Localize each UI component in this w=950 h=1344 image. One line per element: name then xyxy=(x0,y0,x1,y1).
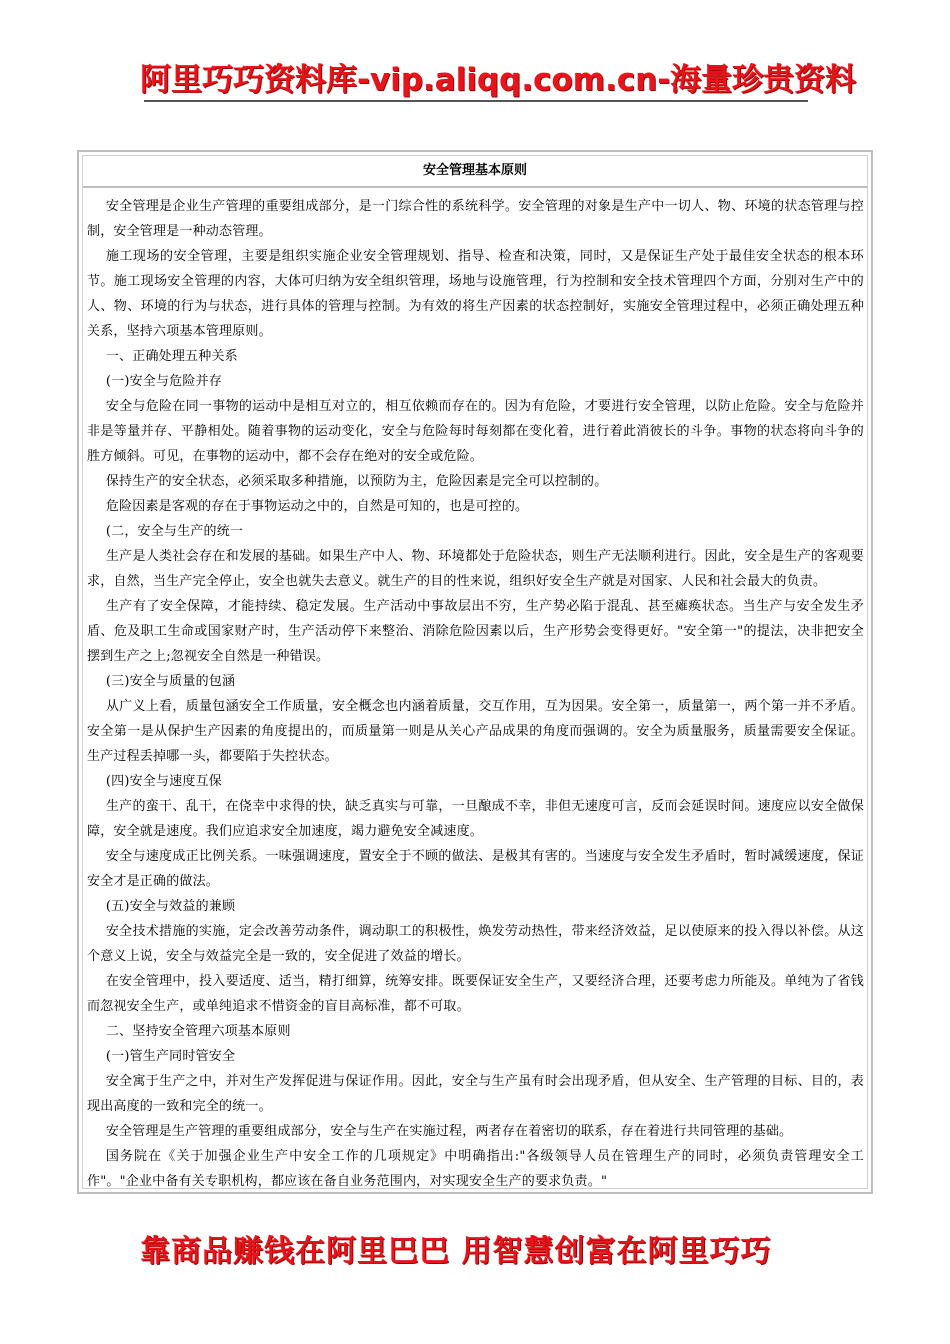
subsection-heading: (五)安全与效益的兼顾 xyxy=(105,899,236,914)
paragraph: 危险因素是客观的存在于事物运动之中的，自然是可知的，也是可控的。 xyxy=(105,499,529,514)
subsection-heading: (四)安全与速度互保 xyxy=(105,774,222,789)
paragraph: 从广义上看，质量包涵安全工作质量，安全概念也内涵着质量，交互作用，互为因果。安全第一，质量第一，两个第一并不矛盾。安全第一是从保护生产因素的角度提出的，而质量第一则是从关心产品成果的角度而强调的。安全为质量服务，质量需要安全保证。生产过程丢掉哪一头，都要陷于失控状态。 xyxy=(87,699,864,764)
header-underline xyxy=(144,100,808,102)
paragraph: 生产有了安全保障，才能持续、稳定发展。生产活动中事故层出不穷，生产势必陷于混乱、甚至瘫痪状态。当生产与安全发生矛盾、危及职工生命或国家财产时，生产活动停下来整治、消除危险因素以后，生产形势会变得更好。"安全第一"的提法，决非把安全摆到生产之上;忽视安全自然是一种错误。 xyxy=(87,599,864,664)
document-frame xyxy=(77,150,873,1194)
subsection-heading: (三)安全与质量的包涵 xyxy=(105,674,236,689)
subsection-heading: (二，安全与生产的统一 xyxy=(105,524,244,539)
paragraph: 安全与危险在同一事物的运动中是相互对立的，相互依赖而存在的。因为有危险，才要进行安全管理，以防止危险。安全与危险并非是等量并存、平静相处。随着事物的运动变化，安全与危险每时每刻都在变化着，进行着此消彼长的斗争。事物的状态将向斗争的胜方倾斜。可见，在事物的运动中，都不会存在绝对的安全或危险。 xyxy=(87,399,864,464)
paragraph: 施工现场的安全管理，主要是组织实施企业安全管理规划、指导、检查和决策，同时，又是保证生产处于最佳安全状态的根本环节。施工现场安全管理的内容，大体可归纳为安全组织管理，场地与设施管理，行为控制和安全技术管理四个方面，分别对生产中的人、物、环境的行为与状态，进行具体的管理与控制。为有效的将生产因素的状态控制好，实施安全管理过程中，必须正确处理五种关系，坚持六项基本管理原则。 xyxy=(87,249,864,339)
paragraph: 安全与速度成正比例关系。一味强调速度，置安全于不顾的做法、是极其有害的。当速度与安全发生矛盾时，暂时减缓速度，保证安全才是正确的做法。 xyxy=(87,849,864,889)
subsection-heading: (一)安全与危险并存 xyxy=(105,374,222,389)
paragraph: 国务院在《关于加强企业生产中安全工作的几项规定》中明确指出:"各级领导人员在管理生产的同时，必须负责管理安全工作"。"企业中备有关专职机构，都应该在备自业务范围内，对实现安全生产的要求负责。" xyxy=(87,1149,864,1189)
paragraph: 生产的蛮干、乱干，在侥幸中求得的快，缺乏真实与可靠，一旦酿成不幸，非但无速度可言，反而会延误时间。速度应以安全做保障，安全就是速度。我们应追求安全加速度，竭力避免安全减速度。 xyxy=(87,799,864,839)
paragraph: 生产是人类社会存在和发展的基础。如果生产中人、物、环境都处于危险状态，则生产无法顺利进行。因此，安全是生产的客观要求，自然，当生产完全停止，安全也就失去意义。就生产的目的性来说，组织好安全生产就是对国家、人民和社会最大的负责。 xyxy=(87,549,864,589)
footer-banner: 靠商品赚钱在阿里巴巴 用智慧创富在阿里巧巧 xyxy=(140,1234,772,1269)
paragraph: 安全管理是企业生产管理的重要组成部分，是一门综合性的系统科学。安全管理的对象是生产中一切人、物、环境的状态管理与控制，安全管理是一种动态管理。 xyxy=(87,199,864,239)
document-title: 安全管理基本原则 xyxy=(83,156,867,188)
paragraph: 安全管理是生产管理的重要组成部分，安全与生产在实施过程，两者存在着密切的联系，存在着进行共同管理的基础。 xyxy=(105,1124,793,1139)
section-heading: 一、正确处理五种关系 xyxy=(105,349,238,364)
header-banner: 阿里巧巧资料库-vip.aliqq.com.cn-海量珍贵资料 xyxy=(140,62,857,98)
document-inner-border xyxy=(82,155,868,1189)
document-body xyxy=(83,188,867,1194)
paragraph: 安全寓于生产之中，并对生产发挥促进与保证作用。因此，安全与生产虽有时会出现矛盾，但从安全、生产管理的目标、目的，表现出高度的一致和完全的统一。 xyxy=(87,1074,864,1114)
section-heading: 二、坚持安全管理六项基本原则 xyxy=(105,1024,291,1039)
paragraph: 保持生产的安全状态，必须采取多种措施，以预防为主，危险因素是完全可以控制的。 xyxy=(105,474,608,489)
paragraph: 在安全管理中，投入要适度、适当，精打细算，统筹安排。既要保证安全生产，又要经济合理，还要考虑力所能及。单纯为了省钱而忽视安全生产，或单纯追求不惜资金的盲目高标准，都不可取。 xyxy=(87,974,864,1014)
paragraph: 安全技术措施的实施，定会改善劳动条件，调动职工的积极性，焕发劳动热性，带来经济效益，足以使原来的投入得以补偿。从这个意义上说，安全与效益完全是一致的，安全促进了效益的增长。 xyxy=(87,924,864,964)
subsection-heading: (一)管生产同时管安全 xyxy=(105,1049,236,1064)
